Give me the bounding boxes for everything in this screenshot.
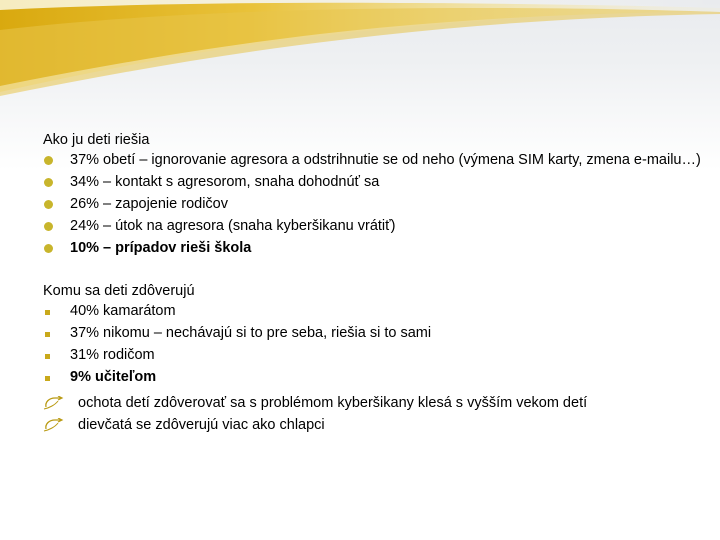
list-item: 9% učiteľom <box>43 367 703 389</box>
list-item: 31% rodičom <box>43 345 703 367</box>
list-item: 26% – zapojenie rodičov <box>43 194 703 216</box>
list-item: 37% obetí – ignorovanie agresora a odstrihnutie se od neho (výmena SIM karty, zmena e-mailu…) <box>43 150 703 172</box>
list-item: 24% – útok na agresora (snaha kyberšikanu vrátiť) <box>43 216 703 238</box>
bullet-dot-icon <box>44 244 53 253</box>
list-item: 10% – prípadov rieši škola <box>43 238 703 260</box>
confide-list <box>43 301 703 389</box>
list-item: 34% – kontakt s agresorom, snaha dohodnúť sa <box>43 172 703 194</box>
bullet-square-icon <box>45 376 50 381</box>
bullet-dot-icon <box>44 200 53 209</box>
list-item: dievčatá se zdôverujú viac ako chlapci <box>43 415 703 437</box>
decorative-swoosh <box>0 0 720 120</box>
bullet-square-icon <box>45 310 50 315</box>
hook-arrow-icon <box>43 396 65 410</box>
bullet-dot-icon <box>44 156 53 165</box>
bullet-dot-icon <box>44 222 53 231</box>
hook-arrow-icon <box>43 418 65 432</box>
list-item: ochota detí zdôverovať sa s problémom kyberšikany klesá s vyšším vekom detí <box>43 393 703 415</box>
solve-list <box>43 150 703 260</box>
notes-list <box>43 393 703 437</box>
list-item: 37% nikomu – nechávajú si to pre seba, riešia si to sami <box>43 323 703 345</box>
content <box>43 130 703 437</box>
bullet-square-icon <box>45 332 50 337</box>
list-item: 40% kamarátom <box>43 301 703 323</box>
section-title-who-children-confide: Komu sa deti zdôverujú <box>43 283 195 299</box>
bullet-square-icon <box>45 354 50 359</box>
bullet-dot-icon <box>44 178 53 187</box>
section-title-how-children-solve: Ako ju deti riešia <box>43 132 150 148</box>
